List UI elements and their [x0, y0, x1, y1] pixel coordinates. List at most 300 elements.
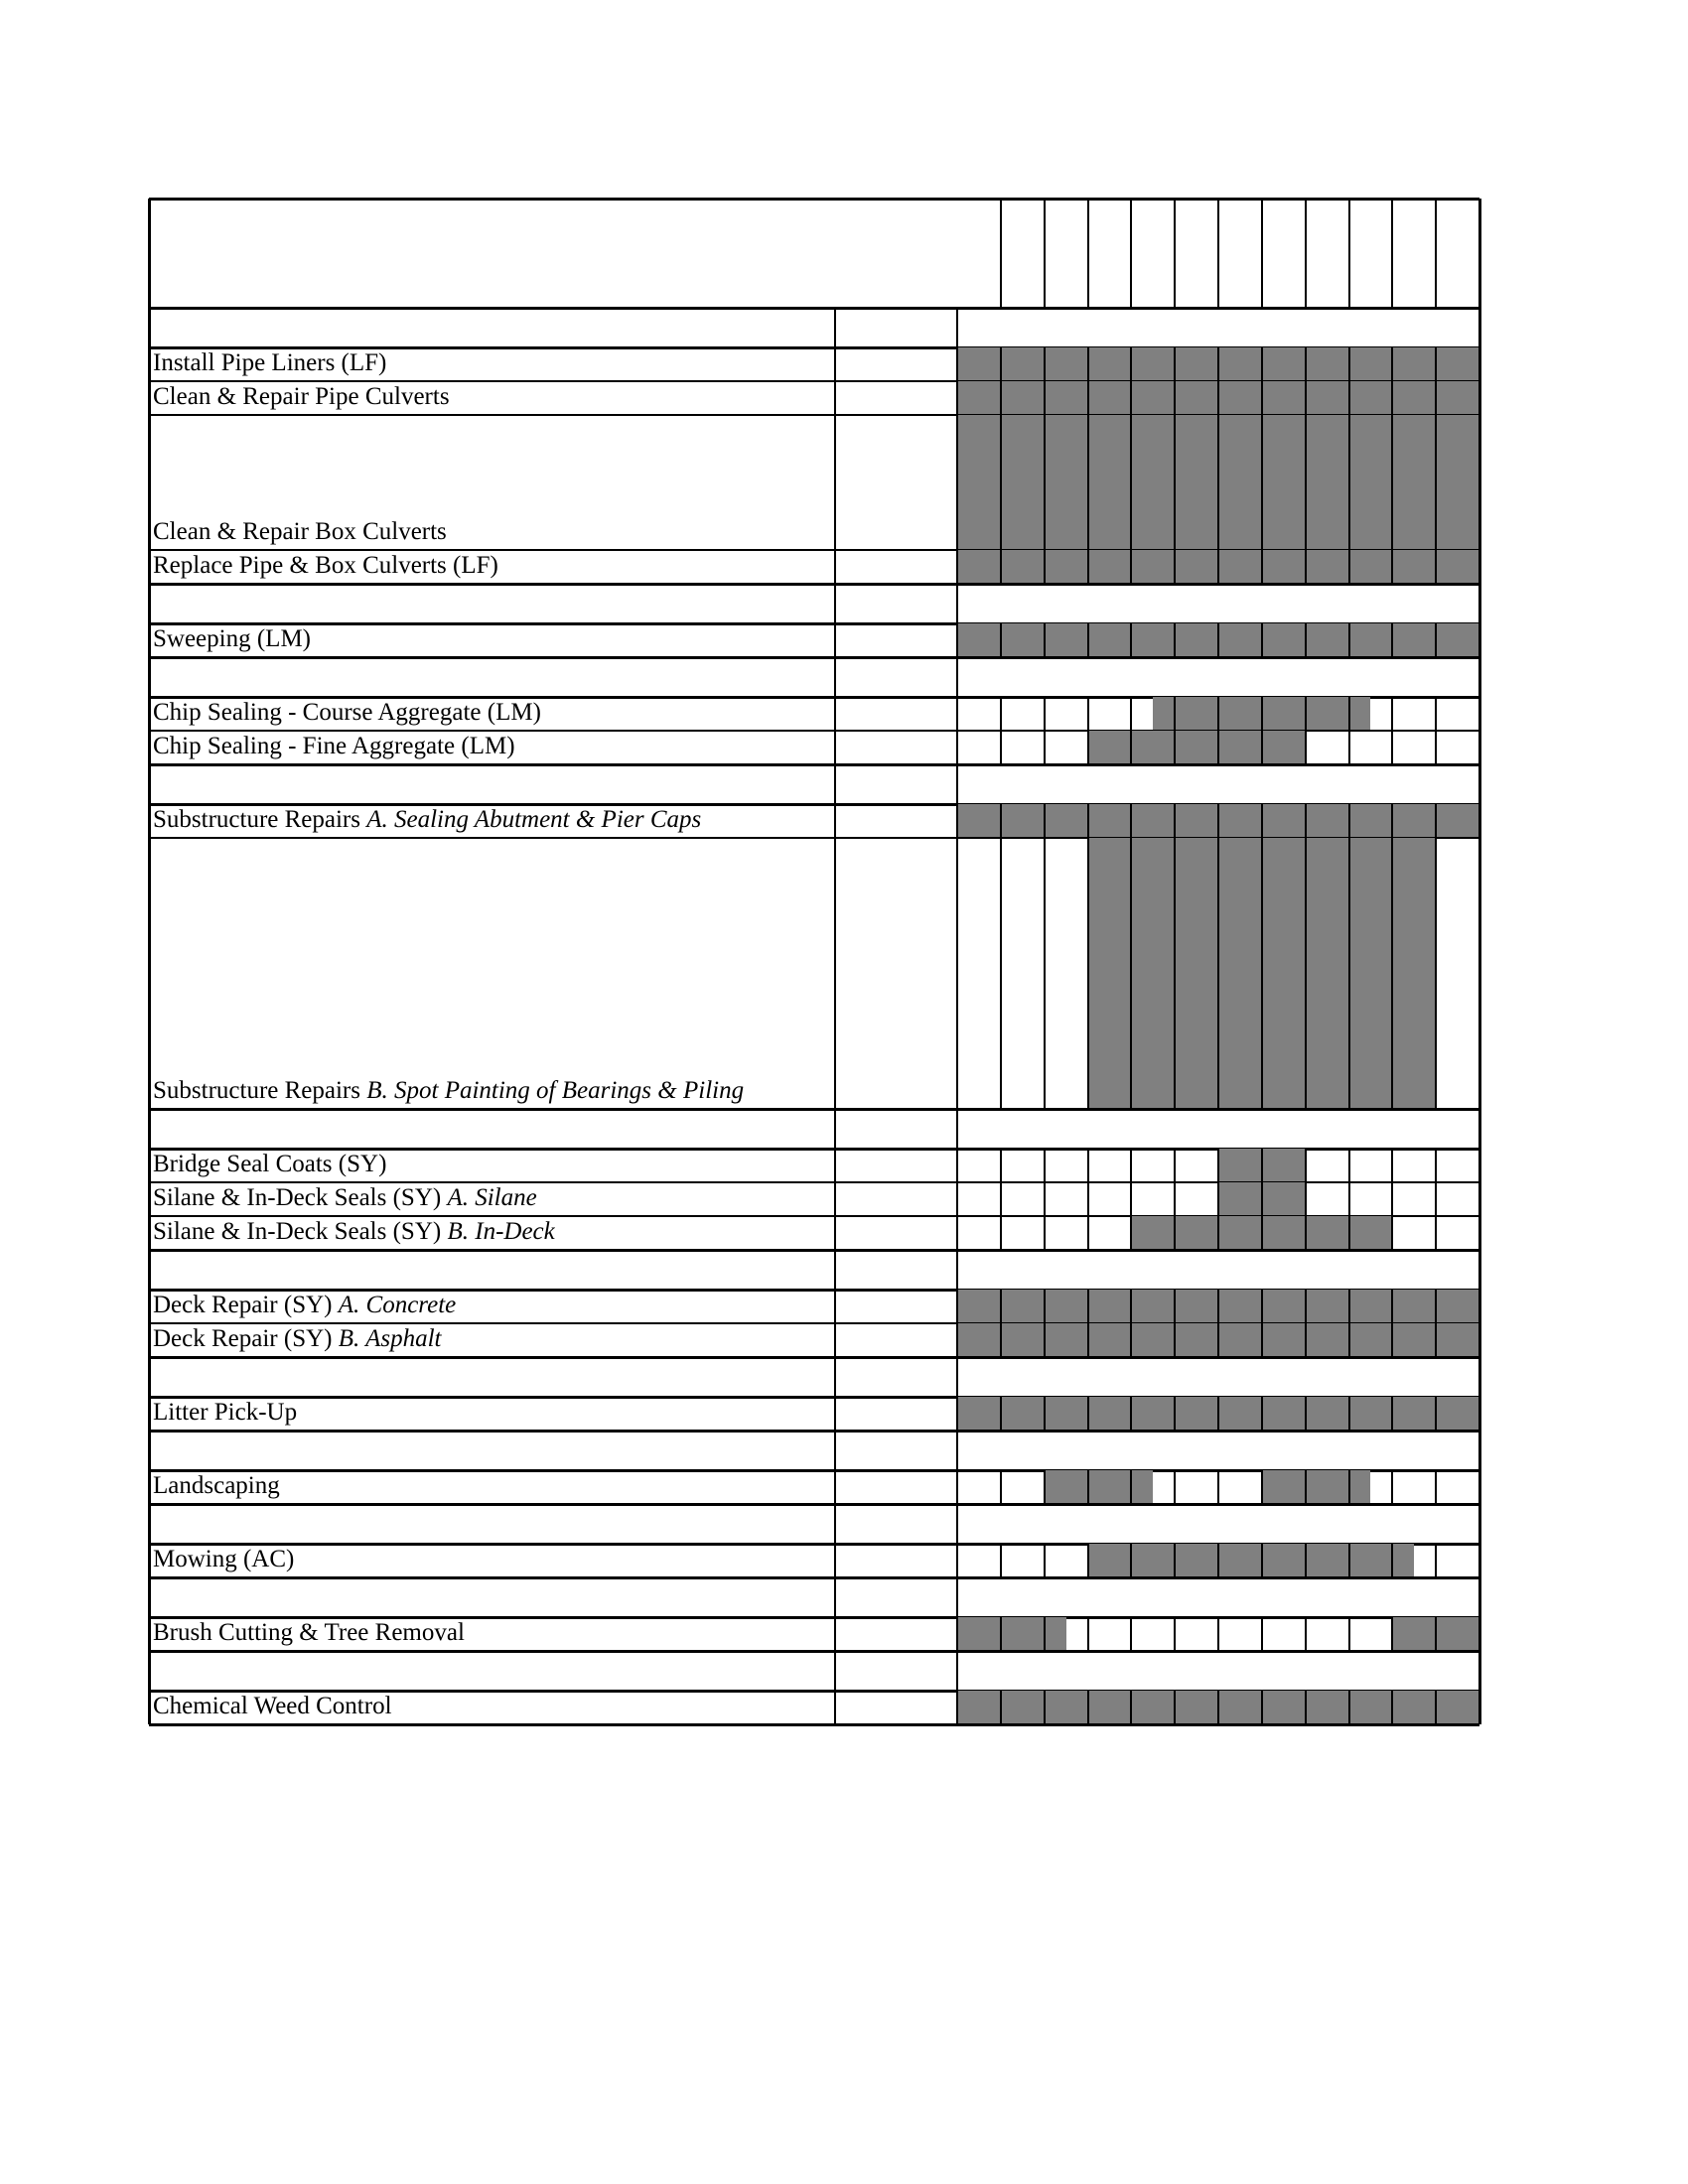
column-border: [1435, 199, 1437, 308]
column-border: [1217, 550, 1219, 584]
column-border: [1130, 804, 1132, 838]
column-border: [834, 1357, 836, 1397]
month-cell-active: [1306, 838, 1349, 1109]
column-border: [1000, 1149, 1002, 1182]
column-border: [1044, 381, 1046, 415]
month-cell-active: [1045, 381, 1088, 415]
column-border: [1261, 1182, 1263, 1216]
column-border: [1130, 1182, 1132, 1216]
column-border: [1087, 697, 1089, 731]
column-border: [1044, 697, 1046, 731]
column-border: [1217, 381, 1219, 415]
month-cell-active: [957, 1323, 1001, 1357]
activity-label-text: Clean & Repair Pipe Culverts: [153, 383, 450, 410]
column-border: [1000, 1470, 1002, 1504]
column-border: [1261, 731, 1263, 764]
column-border: [1174, 838, 1176, 1109]
column-border: [1000, 1323, 1002, 1357]
column-border: [1174, 623, 1176, 657]
month-cell-partial: [1153, 697, 1175, 731]
activity-label: [153, 1620, 465, 1645]
column-border: [1000, 1290, 1002, 1323]
column-border: [1044, 1290, 1046, 1323]
month-cell-active: [1218, 1323, 1262, 1357]
column-border: [1087, 1290, 1089, 1323]
column-border: [834, 838, 836, 1109]
month-cell-active: [1175, 415, 1218, 550]
activity-label-variant: A. Sealing Abutment & Pier Caps: [366, 806, 702, 833]
month-cell-active: [1088, 381, 1132, 415]
month-cell-active: [1001, 1397, 1045, 1431]
column-border: [1305, 1149, 1307, 1182]
column-border: [1130, 731, 1132, 764]
month-cell-active: [1001, 623, 1045, 657]
month-cell-active: [1262, 1470, 1306, 1504]
column-border: [956, 1577, 958, 1617]
column-border: [1174, 550, 1176, 584]
column-border: [834, 1691, 836, 1724]
activity-label: [153, 700, 541, 725]
column-border: [1348, 1216, 1350, 1250]
column-border: [1391, 1216, 1393, 1250]
activity-label-text: Chemical Weed Control: [153, 1693, 392, 1719]
column-border: [1435, 1397, 1437, 1431]
column-border: [1000, 623, 1002, 657]
activity-label: [153, 1152, 386, 1176]
month-cell-active: [957, 381, 1001, 415]
column-border: [1348, 415, 1350, 550]
month-cell-active: [1436, 623, 1479, 657]
month-cell-active: [1001, 1617, 1045, 1651]
column-border: [1305, 623, 1307, 657]
column-border: [1000, 415, 1002, 550]
month-cell-active: [1045, 1290, 1088, 1323]
month-cell-active: [1218, 838, 1262, 1109]
month-cell-active: [1131, 415, 1175, 550]
column-border: [1348, 623, 1350, 657]
month-cell-active: [1392, 415, 1436, 550]
column-border: [834, 1397, 836, 1431]
column-border: [834, 1216, 836, 1250]
month-cell-active: [1218, 1544, 1262, 1577]
column-border: [1391, 623, 1393, 657]
column-border: [1348, 804, 1350, 838]
column-border: [956, 347, 958, 381]
column-border: [834, 1109, 836, 1149]
month-cell-active: [1088, 838, 1132, 1109]
column-border: [1000, 838, 1002, 1109]
activity-label: [153, 1078, 744, 1103]
column-border: [1305, 1470, 1307, 1504]
row-border: [149, 583, 1479, 586]
column-border: [1435, 838, 1437, 1109]
column-border: [1348, 697, 1350, 731]
column-border: [1261, 1691, 1263, 1724]
column-border: [1000, 731, 1002, 764]
month-cell-active: [1088, 347, 1132, 381]
month-cell-active: [1218, 381, 1262, 415]
column-border: [1261, 838, 1263, 1109]
month-cell-active: [1218, 1397, 1262, 1431]
column-border: [1044, 1691, 1046, 1724]
column-border: [1000, 381, 1002, 415]
column-border: [1000, 1216, 1002, 1250]
column-border: [834, 1470, 836, 1504]
column-border: [834, 1290, 836, 1323]
month-cell-active: [1349, 381, 1393, 415]
column-border: [1130, 838, 1132, 1109]
column-border: [1217, 1216, 1219, 1250]
activity-label-text: Clean & Repair Box Culverts: [153, 518, 447, 545]
column-border: [1044, 731, 1046, 764]
month-cell-active: [1392, 347, 1436, 381]
column-border: [1435, 1149, 1437, 1182]
column-border: [1305, 838, 1307, 1109]
month-cell-active: [1088, 1397, 1132, 1431]
column-border: [956, 1544, 958, 1577]
column-border: [834, 657, 836, 697]
activity-label: [153, 734, 515, 758]
column-border: [1391, 550, 1393, 584]
column-border: [1174, 1216, 1176, 1250]
activity-label-variant: B. In-Deck: [447, 1218, 555, 1245]
month-cell-active: [1262, 1544, 1306, 1577]
column-border: [1305, 1182, 1307, 1216]
column-border: [834, 550, 836, 584]
month-cell-active: [1218, 1290, 1262, 1323]
column-border: [1261, 1216, 1263, 1250]
column-border: [1391, 381, 1393, 415]
column-border: [1174, 415, 1176, 550]
column-border: [1261, 1323, 1263, 1357]
column-border: [1391, 731, 1393, 764]
month-cell-active: [1045, 1323, 1088, 1357]
month-cell-active: [1131, 838, 1175, 1109]
column-border: [1435, 381, 1437, 415]
column-border: [1044, 1149, 1046, 1182]
column-border: [1000, 1544, 1002, 1577]
column-border: [834, 1250, 836, 1290]
month-cell-active: [1436, 381, 1479, 415]
column-border: [956, 697, 958, 731]
column-border: [1391, 804, 1393, 838]
column-border: [1305, 1323, 1307, 1357]
column-border: [956, 764, 958, 804]
column-border: [1305, 804, 1307, 838]
month-cell-active: [1262, 623, 1306, 657]
activity-label: [153, 1293, 456, 1317]
activity-label: [153, 1473, 280, 1498]
column-border: [1305, 1617, 1307, 1651]
column-border: [1174, 1149, 1176, 1182]
activity-label-text: Chip Sealing - Course Aggregate (LM): [153, 699, 541, 726]
column-border: [1217, 415, 1219, 550]
month-cell-active: [957, 623, 1001, 657]
column-border: [1391, 838, 1393, 1109]
activity-label: [153, 1326, 441, 1351]
column-border: [1435, 1470, 1437, 1504]
month-cell-active: [1045, 1397, 1088, 1431]
column-border: [1435, 623, 1437, 657]
month-cell-active: [1392, 804, 1436, 838]
column-border: [1044, 550, 1046, 584]
month-cell-active: [1436, 804, 1479, 838]
column-border: [1305, 381, 1307, 415]
column-border: [1305, 731, 1307, 764]
column-border: [1217, 731, 1219, 764]
month-cell-active: [1306, 347, 1349, 381]
column-border: [1391, 1691, 1393, 1724]
month-cell-active: [1392, 1691, 1436, 1724]
column-border: [1130, 1470, 1132, 1504]
month-cell-active: [1218, 415, 1262, 550]
month-cell-active: [1131, 623, 1175, 657]
column-border: [1174, 199, 1176, 308]
activity-label-text: Deck Repair (SY): [153, 1325, 339, 1352]
month-cell-active: [1045, 1691, 1088, 1724]
column-border: [1435, 1216, 1437, 1250]
month-cell-partial: [1392, 1544, 1414, 1577]
month-cell-active: [1175, 550, 1218, 584]
month-cell-active: [1436, 1290, 1479, 1323]
month-cell-active: [1349, 1323, 1393, 1357]
month-cell-active: [1306, 1544, 1349, 1577]
month-cell-active: [1306, 804, 1349, 838]
column-border: [834, 1617, 836, 1651]
month-cell-active: [1131, 1216, 1175, 1250]
column-border: [1348, 838, 1350, 1109]
month-cell-partial: [1349, 1470, 1371, 1504]
column-border: [1174, 804, 1176, 838]
month-cell-active: [1088, 1544, 1132, 1577]
month-cell-active: [1001, 804, 1045, 838]
column-border: [1130, 550, 1132, 584]
row-border: [149, 763, 1479, 766]
column-border: [1130, 623, 1132, 657]
column-border: [1130, 1544, 1132, 1577]
month-cell-active: [1175, 381, 1218, 415]
month-cell-active: [1262, 415, 1306, 550]
column-border: [1305, 1691, 1307, 1724]
month-cell-active: [1306, 415, 1349, 550]
column-border: [1174, 347, 1176, 381]
column-border: [1478, 199, 1481, 1724]
column-border: [1217, 623, 1219, 657]
month-cell-active: [1131, 347, 1175, 381]
month-cell-active: [1349, 1691, 1393, 1724]
column-border: [956, 731, 958, 764]
month-cell-active: [1045, 415, 1088, 550]
month-cell-active: [957, 1397, 1001, 1431]
activity-label: [153, 626, 311, 651]
month-cell-active: [1262, 550, 1306, 584]
month-cell-active: [1175, 1544, 1218, 1577]
month-cell-active: [1349, 804, 1393, 838]
month-cell-active: [1175, 838, 1218, 1109]
activity-label: [153, 350, 386, 375]
column-border: [1130, 1397, 1132, 1431]
month-cell-partial: [1045, 1617, 1066, 1651]
column-border: [1087, 1691, 1089, 1724]
month-cell-active: [1262, 1691, 1306, 1724]
activity-label-variant: B. Spot Painting of Bearings & Piling: [366, 1077, 745, 1104]
column-border: [1044, 623, 1046, 657]
month-cell-active: [1392, 623, 1436, 657]
column-border: [1391, 1470, 1393, 1504]
column-border: [834, 764, 836, 804]
column-border: [1391, 1182, 1393, 1216]
month-cell-active: [1131, 550, 1175, 584]
column-border: [1130, 1323, 1132, 1357]
month-cell-active: [1262, 1149, 1306, 1182]
column-border: [1044, 199, 1046, 308]
column-border: [1435, 1290, 1437, 1323]
activity-label-text: Sweeping (LM): [153, 625, 311, 652]
month-cell-active: [1349, 623, 1393, 657]
column-border: [1348, 1397, 1350, 1431]
column-border: [1130, 415, 1132, 550]
month-cell-active: [1306, 1470, 1349, 1504]
month-cell-active: [1088, 1691, 1132, 1724]
column-border: [1261, 1149, 1263, 1182]
activity-label: [153, 1219, 555, 1244]
column-border: [1391, 1397, 1393, 1431]
column-border: [1261, 697, 1263, 731]
column-border: [1087, 347, 1089, 381]
column-border: [956, 1357, 958, 1397]
column-border: [1391, 1323, 1393, 1357]
month-cell-active: [1088, 1323, 1132, 1357]
month-cell-active: [1306, 381, 1349, 415]
column-border: [1435, 1617, 1437, 1651]
column-border: [956, 657, 958, 697]
column-border: [1087, 1182, 1089, 1216]
column-border: [1348, 347, 1350, 381]
month-cell-active: [1436, 550, 1479, 584]
column-border: [1087, 199, 1089, 308]
column-border: [1435, 1182, 1437, 1216]
month-cell-partial: [1131, 1470, 1153, 1504]
activity-label: [153, 1694, 392, 1718]
column-border: [1174, 1323, 1176, 1357]
column-border: [1217, 347, 1219, 381]
column-border: [1130, 381, 1132, 415]
month-cell-active: [1088, 550, 1132, 584]
activity-label-variant: B. Asphalt: [338, 1325, 442, 1352]
column-border: [1044, 415, 1046, 550]
column-border: [1305, 550, 1307, 584]
month-cell-active: [1306, 1323, 1349, 1357]
month-cell-active: [957, 550, 1001, 584]
column-border: [1044, 1323, 1046, 1357]
column-border: [1348, 1617, 1350, 1651]
column-border: [1087, 550, 1089, 584]
column-border: [1000, 1691, 1002, 1724]
month-cell-active: [1392, 381, 1436, 415]
column-border: [1217, 1290, 1219, 1323]
month-cell-active: [1131, 1290, 1175, 1323]
column-border: [1305, 1544, 1307, 1577]
column-border: [956, 1149, 958, 1182]
month-cell-active: [1131, 1397, 1175, 1431]
column-border: [1044, 804, 1046, 838]
month-cell-active: [1218, 697, 1262, 731]
column-border: [1348, 1544, 1350, 1577]
column-border: [956, 1470, 958, 1504]
column-border: [1174, 1691, 1176, 1724]
month-cell-active: [1088, 1470, 1132, 1504]
column-border: [1348, 1182, 1350, 1216]
column-border: [1217, 1182, 1219, 1216]
month-cell-active: [1392, 550, 1436, 584]
column-border: [1261, 199, 1263, 308]
month-cell-active: [1306, 550, 1349, 584]
row-border: [149, 1723, 1479, 1726]
column-border: [1435, 1544, 1437, 1577]
month-cell-active: [957, 1691, 1001, 1724]
activity-label-variant: A. Concrete: [338, 1292, 457, 1318]
column-border: [1261, 1470, 1263, 1504]
month-cell-active: [1392, 838, 1436, 1109]
activity-label-text: Install Pipe Liners (LF): [153, 349, 387, 376]
column-border: [1130, 1149, 1132, 1182]
activity-label-text: Substructure Repairs: [153, 1077, 367, 1104]
row-border: [149, 1650, 1479, 1653]
column-border: [1261, 550, 1263, 584]
month-cell-active: [1088, 804, 1132, 838]
activity-label: [153, 384, 450, 409]
column-border: [1305, 697, 1307, 731]
row-border: [149, 198, 1479, 201]
month-cell-active: [1045, 623, 1088, 657]
column-border: [956, 584, 958, 623]
month-cell-active: [1131, 1544, 1175, 1577]
month-cell-active: [1306, 1216, 1349, 1250]
column-border: [1348, 1470, 1350, 1504]
month-cell-active: [1392, 1323, 1436, 1357]
month-cell-active: [1001, 1691, 1045, 1724]
row-border: [149, 656, 1479, 659]
month-cell-active: [1218, 731, 1262, 764]
column-border: [1130, 1290, 1132, 1323]
column-border: [1000, 1397, 1002, 1431]
column-border: [1174, 697, 1176, 731]
column-border: [1217, 1323, 1219, 1357]
row-border: [149, 1576, 1479, 1579]
column-border: [1391, 697, 1393, 731]
month-cell-active: [1001, 415, 1045, 550]
column-border: [1044, 1216, 1046, 1250]
month-cell-active: [1045, 804, 1088, 838]
column-border: [834, 1182, 836, 1216]
column-border: [1000, 1617, 1002, 1651]
column-border: [1130, 697, 1132, 731]
month-cell-active: [1218, 804, 1262, 838]
column-border: [1044, 1470, 1046, 1504]
month-cell-active: [1175, 1216, 1218, 1250]
month-cell-active: [1349, 1216, 1393, 1250]
column-border: [148, 199, 151, 1724]
activity-label-text: Brush Cutting & Tree Removal: [153, 1619, 465, 1646]
column-border: [1435, 697, 1437, 731]
month-cell-active: [1045, 347, 1088, 381]
column-border: [956, 1651, 958, 1691]
column-border: [1391, 1544, 1393, 1577]
column-border: [956, 1323, 958, 1357]
month-cell-active: [1436, 415, 1479, 550]
column-border: [1305, 1397, 1307, 1431]
column-border: [956, 1182, 958, 1216]
